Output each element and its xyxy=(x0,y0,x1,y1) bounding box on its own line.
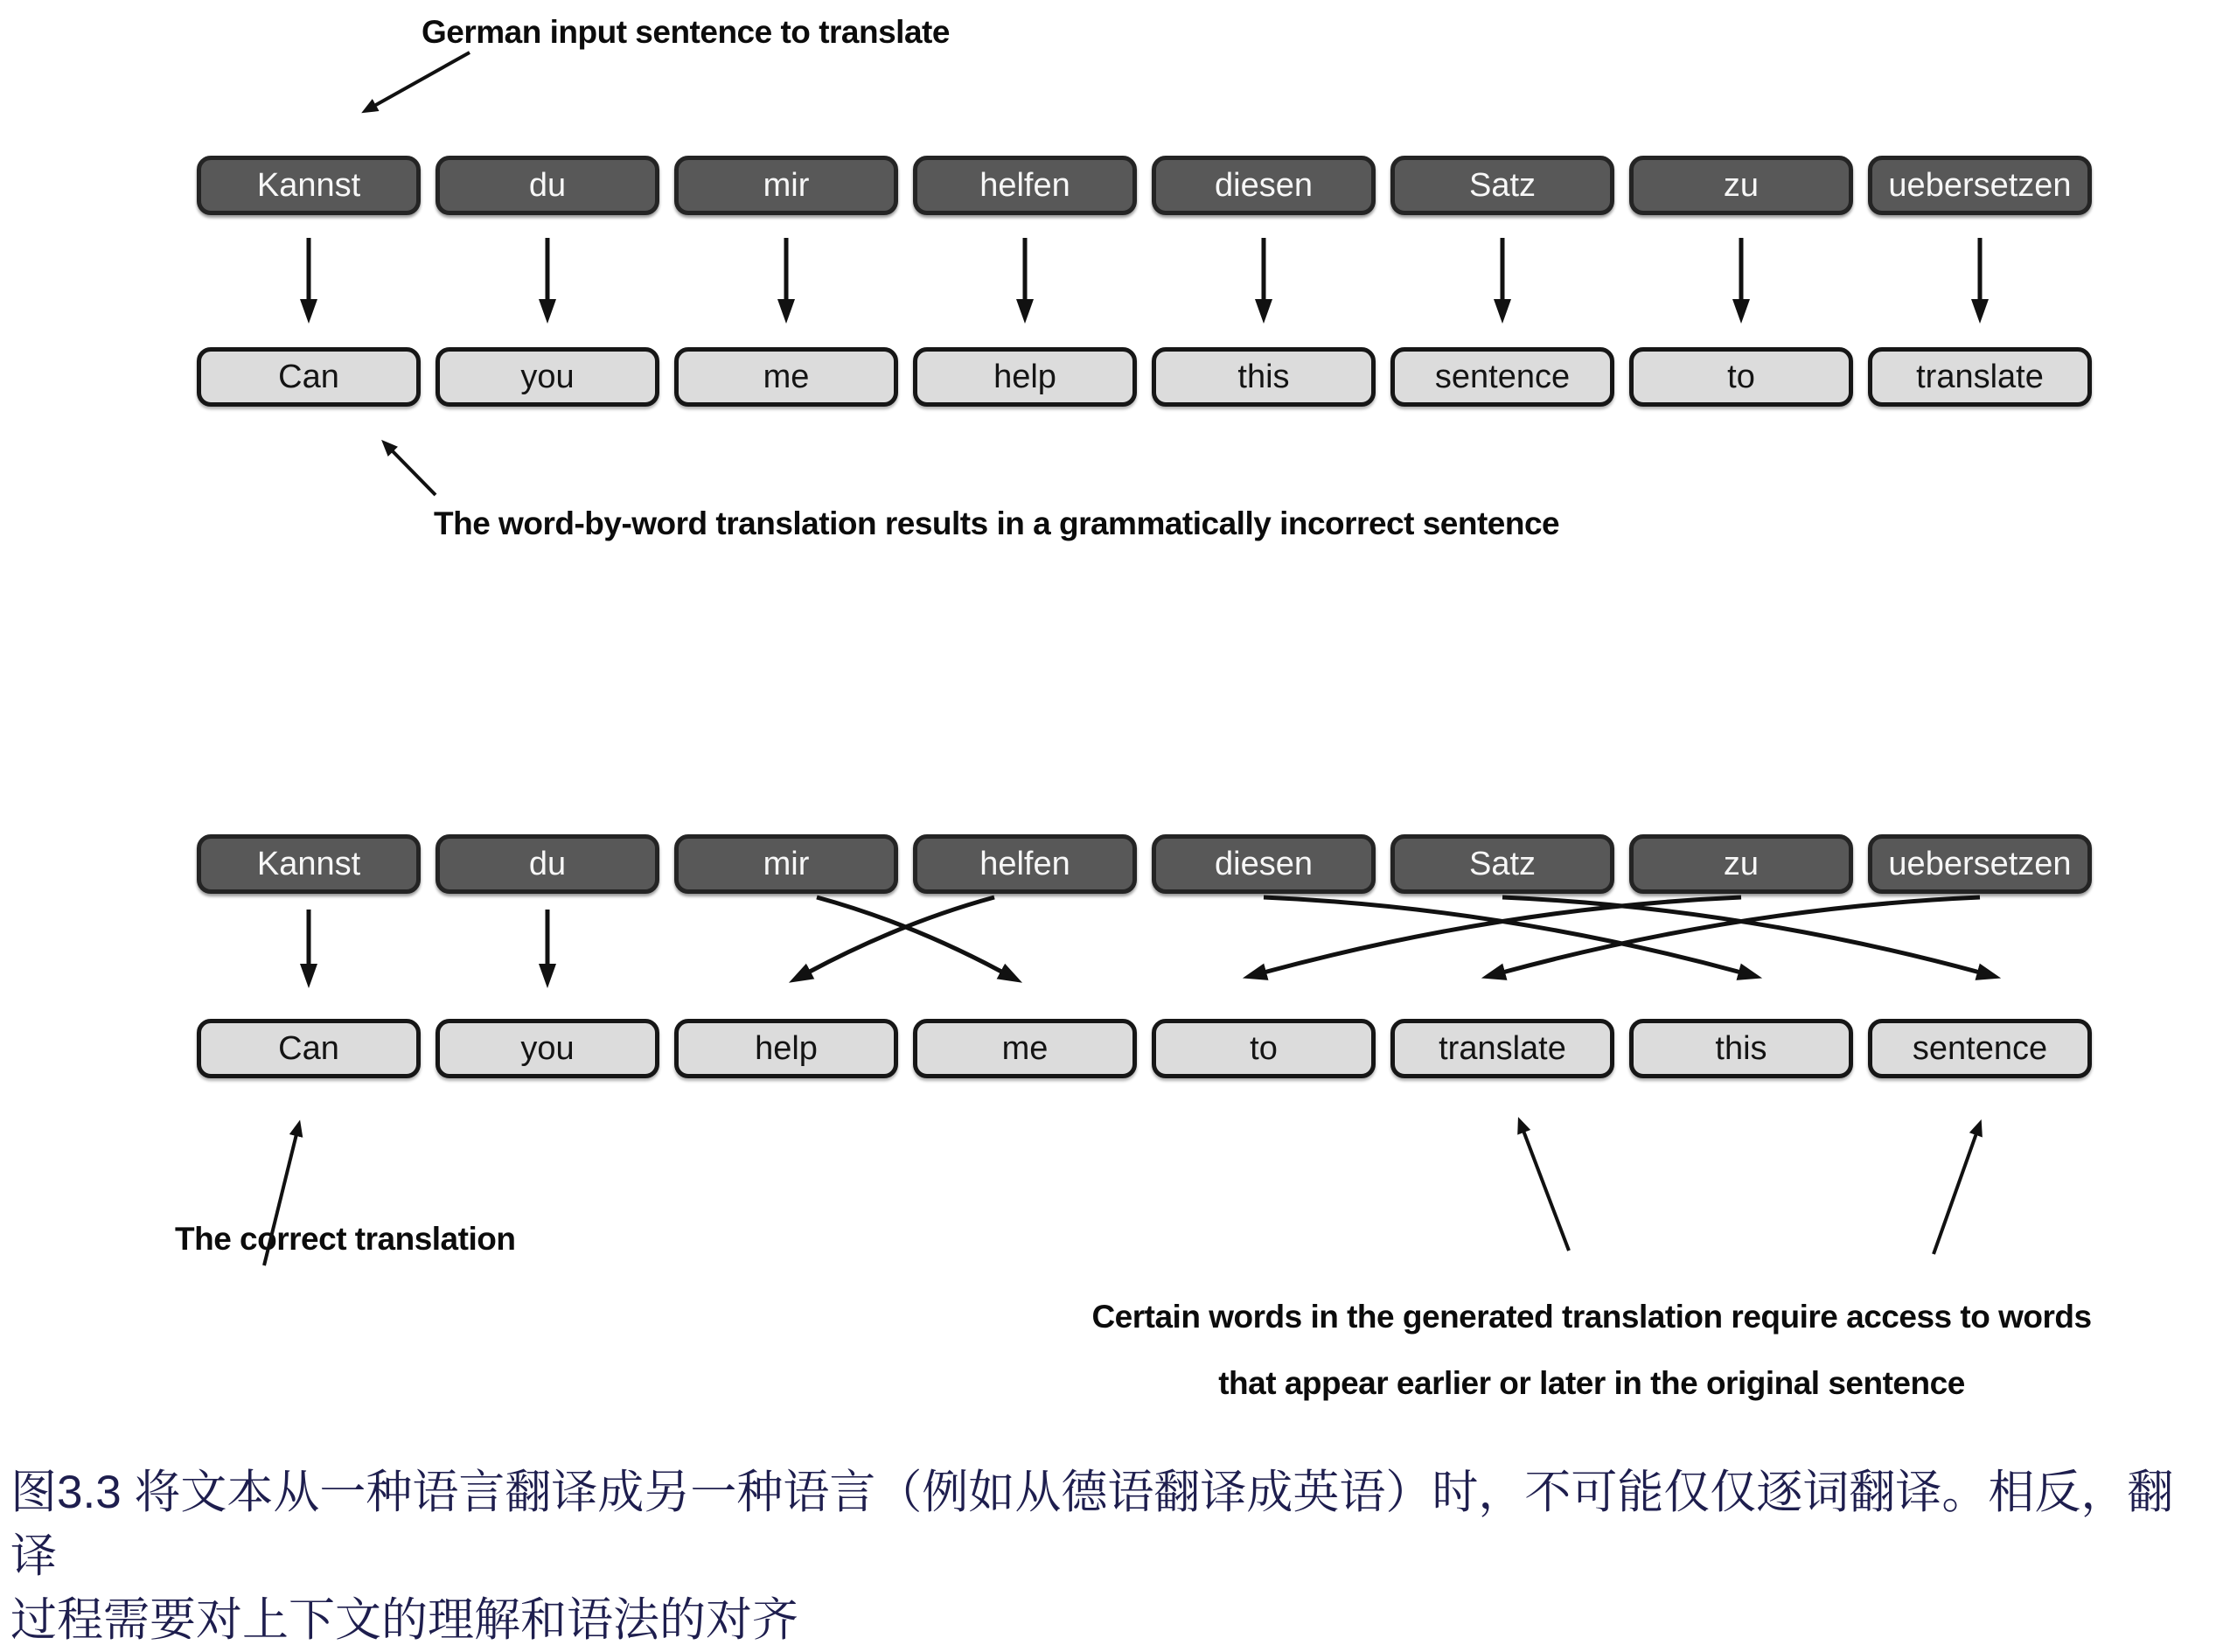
figure-caption-line2: 过程需要对上下文的理解和语法的对齐 xyxy=(10,1594,798,1646)
german-row-top xyxy=(197,156,2092,215)
english-word-box-this: this xyxy=(1629,1019,1853,1078)
alignment-arrow-mir-me xyxy=(817,897,1003,972)
german-word-box-zu: zu xyxy=(1629,834,1853,894)
english-word-box-me: me xyxy=(913,1019,1137,1078)
german-word-box-satz: Satz xyxy=(1390,834,1614,894)
german-word-box-du: du xyxy=(436,156,659,215)
english-word-box-sentence: sentence xyxy=(1868,1019,2092,1078)
alignment-arrow-helfen-help xyxy=(808,897,994,972)
german-word-box-diesen: diesen xyxy=(1152,156,1376,215)
german-row-bottom xyxy=(197,834,2092,894)
german-input-annotation: German input sentence to translate xyxy=(422,14,950,50)
german-word-box-diesen: diesen xyxy=(1152,834,1376,894)
german-word-box-kannst: Kannst xyxy=(197,834,421,894)
german-word-box-helfen: helfen xyxy=(913,834,1137,894)
german-word-box-mir: mir xyxy=(674,156,898,215)
alignment-arrow-diesen-this xyxy=(1264,897,1741,972)
german-word-box-uebersetzen: uebersetzen xyxy=(1868,156,2092,215)
figure-caption xyxy=(10,1460,2185,1652)
english-word-box-to: to xyxy=(1152,1019,1376,1078)
word-by-word-annotation-arrow xyxy=(392,450,436,495)
english-word-box-sentence: sentence xyxy=(1390,347,1614,407)
english-word-box-me: me xyxy=(674,347,898,407)
english-word-box-this: this xyxy=(1152,347,1376,407)
english-word-box-help: help xyxy=(674,1019,898,1078)
english-word-box-can: Can xyxy=(197,347,421,407)
alignment-arrow-uebersetzen-translate xyxy=(1502,897,1980,972)
alignment-arrow-satz-sentence xyxy=(1502,897,1980,972)
english-row-bottom xyxy=(197,1019,2092,1078)
alignment-arrow-zu-to xyxy=(1264,897,1741,972)
german-word-box-uebersetzen: uebersetzen xyxy=(1868,834,2092,894)
english-word-box-to: to xyxy=(1629,347,1853,407)
german-word-box-kannst: Kannst xyxy=(197,156,421,215)
german-word-box-helfen: helfen xyxy=(913,156,1137,215)
context-annotation-arrow-sentence xyxy=(1934,1133,1976,1254)
context-annotation xyxy=(953,1284,2230,1417)
english-word-box-help: help xyxy=(913,347,1137,407)
english-row-top xyxy=(197,347,2092,407)
german-word-box-mir: mir xyxy=(674,834,898,894)
context-annotation-line2: that appear earlier or later in the original sentence xyxy=(1218,1365,1965,1401)
german-word-box-zu: zu xyxy=(1629,156,1853,215)
english-word-box-you: you xyxy=(436,347,659,407)
german-input-annotation-arrow xyxy=(374,52,470,106)
german-word-box-satz: Satz xyxy=(1390,156,1614,215)
german-word-box-du: du xyxy=(436,834,659,894)
figure-caption-line1: 图3.3 将文本从一种语言翻译成另一种语言（例如从德语翻译成英语）时，不可能仅仅逐词翻译。相反，翻译 xyxy=(10,1467,2174,1582)
correct-translation-annotation: The correct translation xyxy=(175,1221,516,1257)
word-by-word-annotation: The word-by-word translation results in a grammatically incorrect sentence xyxy=(434,505,1560,541)
english-word-box-you: you xyxy=(436,1019,659,1078)
english-word-box-translate: translate xyxy=(1868,347,2092,407)
english-word-box-translate: translate xyxy=(1390,1019,1614,1078)
context-annotation-line1: Certain words in the generated translation require access to words xyxy=(1091,1299,2092,1335)
context-annotation-arrow-translate xyxy=(1523,1131,1569,1251)
english-word-box-can: Can xyxy=(197,1019,421,1078)
